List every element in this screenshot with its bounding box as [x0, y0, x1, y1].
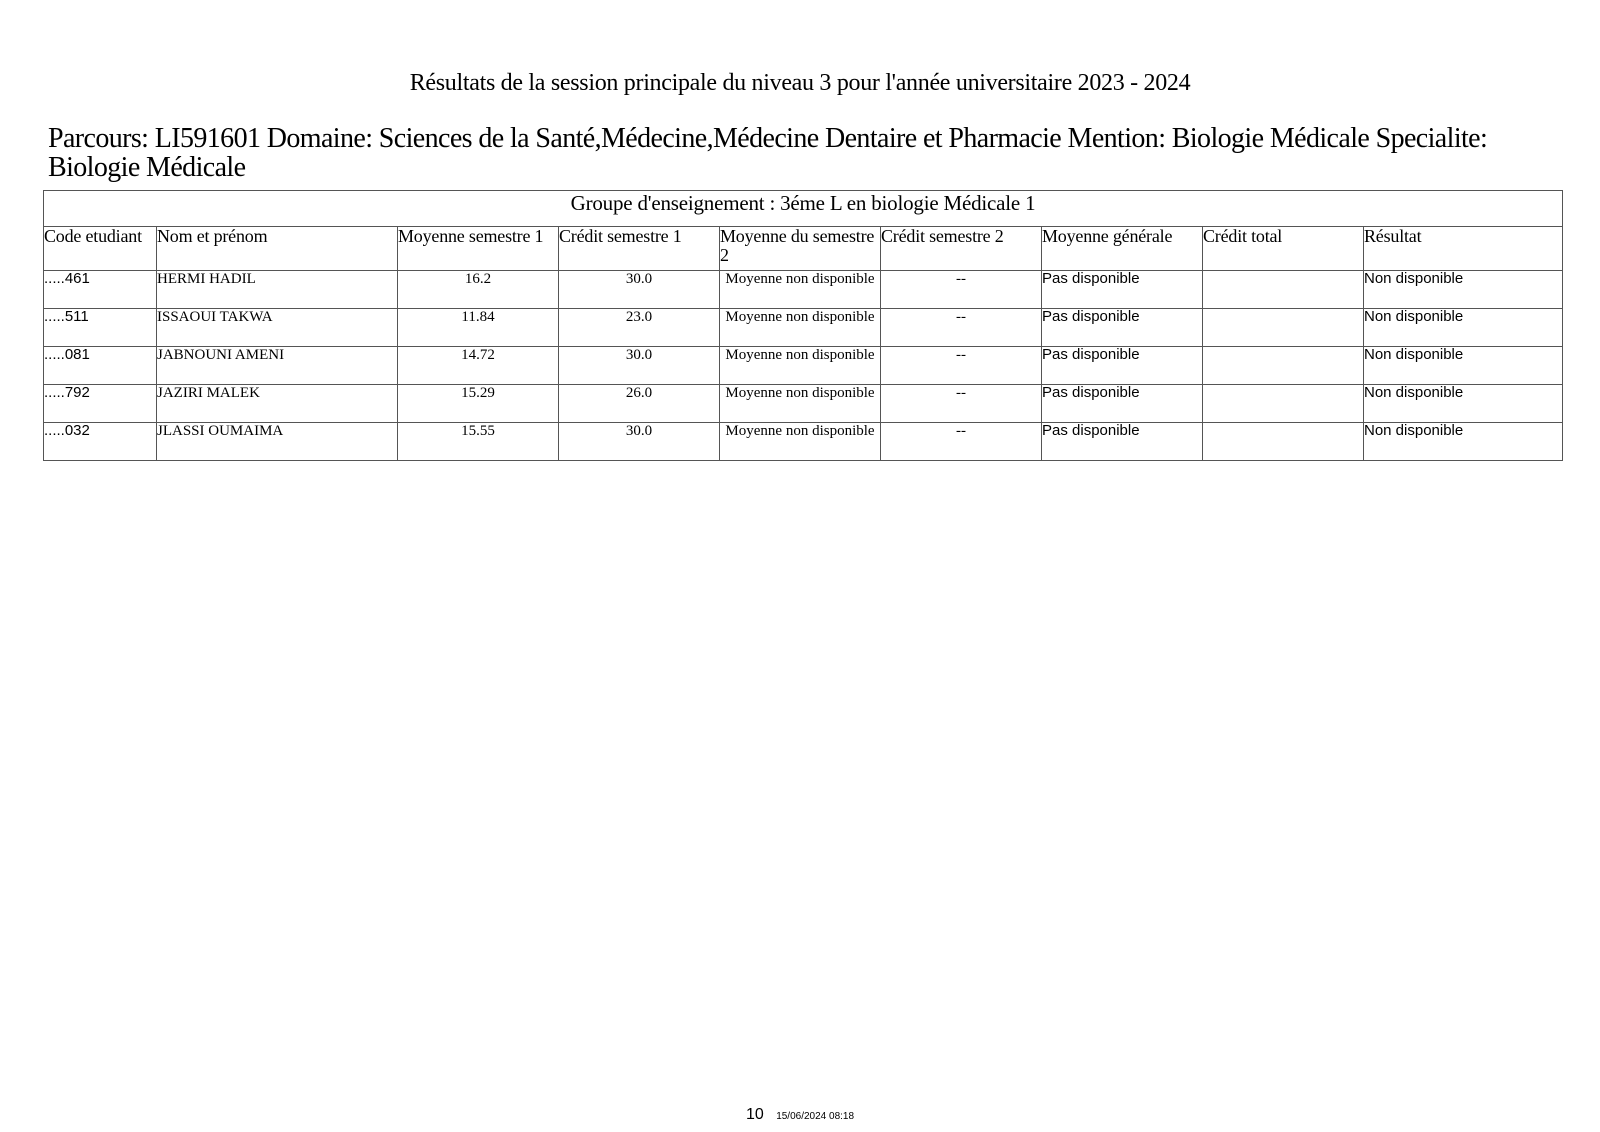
cell-credit-s2: --: [881, 385, 1042, 423]
cell-name: HERMI HADIL: [157, 271, 398, 309]
cell-credit-total: [1203, 385, 1364, 423]
table-row: [44, 385, 1563, 423]
cell-code: .....511: [44, 309, 157, 347]
cell-credit-total: [1203, 423, 1364, 461]
column-header-code: Code etudiant: [44, 227, 157, 271]
cell-resultat: Non disponible: [1364, 271, 1563, 309]
cell-moyenne-s1: 15.29: [398, 385, 559, 423]
table-row: [44, 423, 1563, 461]
cell-credit-s2: --: [881, 347, 1042, 385]
cell-credit-total: [1203, 347, 1364, 385]
results-table: [43, 190, 1563, 461]
cell-credit-s1: 30.0: [559, 347, 720, 385]
cell-moyenne-s1: 14.72: [398, 347, 559, 385]
cell-credit-s1: 26.0: [559, 385, 720, 423]
table-row: [44, 271, 1563, 309]
cell-moyenne-generale: Pas disponible: [1042, 347, 1203, 385]
column-header-moyenne-s1: Moyenne semestre 1: [398, 227, 559, 271]
cell-code: .....461: [44, 271, 157, 309]
page-number: 10: [745, 1106, 764, 1123]
cell-credit-s2: --: [881, 423, 1042, 461]
cell-moyenne-s2: Moyenne non disponible: [720, 309, 881, 347]
cell-code: .....032: [44, 423, 157, 461]
cell-credit-total: [1203, 309, 1364, 347]
print-timestamp: 15/06/2024 08:18: [776, 1111, 855, 1122]
cell-credit-s2: --: [881, 271, 1042, 309]
cell-name: JLASSI OUMAIMA: [157, 423, 398, 461]
cell-moyenne-s2: Moyenne non disponible: [720, 423, 881, 461]
column-header-name: Nom et prénom: [157, 227, 398, 271]
cell-moyenne-generale: Pas disponible: [1042, 309, 1203, 347]
parcours-heading: Parcours: LI591601 Domaine: Sciences de la Santé,Médecine,Médecine Dentaire et Pharmacie Mention: Biologie Médicale Specialite: Biologie Médicale: [48, 123, 1488, 183]
table-row: [44, 347, 1563, 385]
cell-moyenne-s1: 11.84: [398, 309, 559, 347]
cell-name: JAZIRI MALEK: [157, 385, 398, 423]
cell-moyenne-s1: 16.2: [398, 271, 559, 309]
cell-resultat: Non disponible: [1364, 347, 1563, 385]
cell-credit-s1: 30.0: [559, 423, 720, 461]
column-header-credit-total: Crédit total: [1203, 227, 1364, 271]
group-row: [44, 191, 1563, 227]
cell-moyenne-generale: Pas disponible: [1042, 271, 1203, 309]
column-header-moyenne-s2: Moyenne du semestre 2: [720, 227, 881, 271]
cell-credit-s2: --: [881, 309, 1042, 347]
cell-moyenne-generale: Pas disponible: [1042, 423, 1203, 461]
column-header-credit-s1: Crédit semestre 1: [559, 227, 720, 271]
cell-resultat: Non disponible: [1364, 385, 1563, 423]
cell-resultat: Non disponible: [1364, 309, 1563, 347]
table-row: [44, 309, 1563, 347]
cell-name: JABNOUNI AMENI: [157, 347, 398, 385]
cell-resultat: Non disponible: [1364, 423, 1563, 461]
cell-code: .....081: [44, 347, 157, 385]
cell-credit-s1: 23.0: [559, 309, 720, 347]
cell-moyenne-s1: 15.55: [398, 423, 559, 461]
cell-moyenne-generale: Pas disponible: [1042, 385, 1203, 423]
page-footer: [0, 1106, 1600, 1124]
column-header-resultat: Résultat: [1364, 227, 1563, 271]
cell-moyenne-s2: Moyenne non disponible: [720, 271, 881, 309]
cell-code: .....792: [44, 385, 157, 423]
column-header-credit-s2: Crédit semestre 2: [881, 227, 1042, 271]
column-header-moyenne-generale: Moyenne générale: [1042, 227, 1203, 271]
cell-moyenne-s2: Moyenne non disponible: [720, 385, 881, 423]
document-title: Résultats de la session principale du niveau 3 pour l'année universitaire 2023 - 2024: [409, 70, 1191, 96]
group-title: Groupe d'enseignement : 3éme L en biologie Médicale 1: [44, 191, 1563, 227]
cell-name: ISSAOUI TAKWA: [157, 309, 398, 347]
cell-credit-s1: 30.0: [559, 271, 720, 309]
cell-credit-total: [1203, 271, 1364, 309]
cell-moyenne-s2: Moyenne non disponible: [720, 347, 881, 385]
column-header-row: [44, 227, 1563, 271]
